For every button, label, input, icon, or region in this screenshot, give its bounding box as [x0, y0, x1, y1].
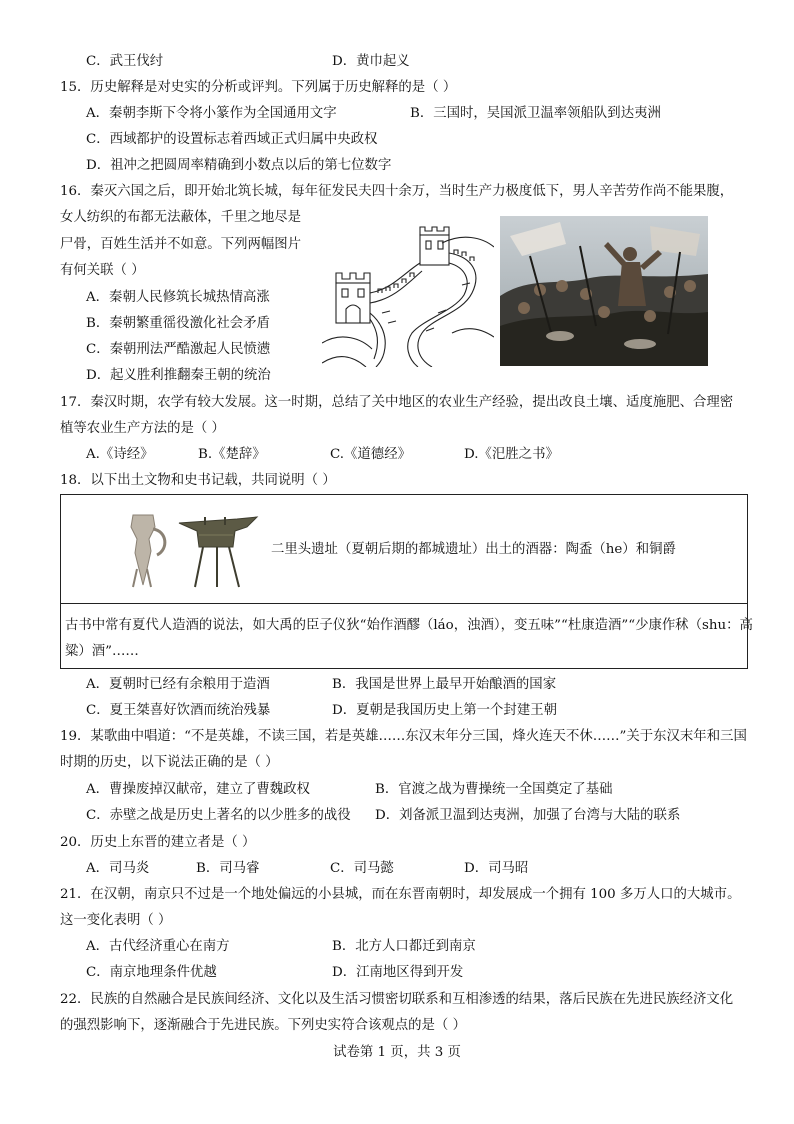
great-wall-image [322, 213, 494, 367]
q18-artifact-caption: 二里头遗址（夏朝后期的都城遗址）出土的酒器：陶盉（he）和铜爵 [271, 542, 676, 557]
q18-option-b: B．我国是世界上最早开始酿酒的国家 [332, 677, 557, 692]
q19-option-b: B．官渡之战为曹操统一全国奠定了基础 [375, 782, 613, 797]
q15-option-d: D．祖冲之把圆周率精确到小数点以后的第七位数字 [86, 158, 392, 173]
q19-option-a: A．曹操废掉汉献帝，建立了曹魏政权 [86, 782, 310, 797]
q16-option-d: D．起义胜利推翻秦王朝的统治 [86, 368, 271, 383]
q15-option-a: A．秦朝李斯下令将小篆作为全国通用文字 [86, 106, 337, 121]
q18-stem: 18．以下出土文物和史书记载，共同说明（ ） [60, 473, 336, 488]
q16-stem-line3: 尸骨，百姓生活并不如意。下列两幅图片 [60, 237, 302, 252]
q16-option-a: A．秦朝人民修筑长城热情高涨 [86, 290, 270, 305]
pottery-he-image [123, 509, 175, 589]
q20-option-a: A．司马炎 [86, 861, 150, 876]
q19-stem-line1: 19．某歌曲中唱道：“不是英雄，不读三国，若是英雄……东汉末年分三国，烽火连天不休……”关于东汉末年和三国 [60, 729, 747, 744]
q14-option-c: C．武王伐纣 [86, 54, 164, 69]
q16-stem-line2: 女人纺织的布都无法蔽体，千里之地尽是 [60, 210, 302, 225]
q20-stem: 20．历史上东晋的建立者是（ ） [60, 835, 256, 850]
q16-stem-line4: 有何关联（ ） [60, 263, 145, 278]
q15-option-b: B．三国时，吴国派卫温率领船队到达夷洲 [410, 106, 661, 121]
peasant-uprising-painting [500, 216, 708, 366]
table-divider [61, 603, 747, 604]
q17-option-b: B.《楚辞》 [198, 447, 266, 462]
q15-stem: 15．历史解释是对史实的分析或评判。下列属于历史解释的是（ ） [60, 80, 457, 95]
q22-stem-line1: 22．民族的自然融合是民族间经济、文化以及生活习惯密切联系和互相渗透的结果，落后民族在先进民族经济文化 [60, 992, 734, 1007]
q16-option-c: C．秦朝刑法严酷激起人民愤懑 [86, 342, 271, 357]
q17-option-d: D.《汜胜之书》 [464, 447, 559, 462]
q18-option-a: A．夏朝时已经有余粮用于造酒 [86, 677, 270, 692]
q20-option-b: B．司马睿 [196, 861, 260, 876]
q21-option-a: A．古代经济重心在南方 [86, 939, 230, 954]
q19-option-d: D．刘备派卫温到达夷洲，加强了台湾与大陆的联系 [375, 808, 681, 823]
q17-stem-line1: 17．秦汉时期，农学有较大发展。这一时期，总结了关中地区的农业生产经验，提出改良土壤、适度施肥、合理密 [60, 395, 734, 410]
q14-option-d: D．黄巾起义 [332, 54, 410, 69]
q21-option-d: D．江南地区得到开发 [332, 965, 464, 980]
page-footer: 试卷第 1 页，共 3 页 [333, 1045, 461, 1060]
q16-option-b: B．秦朝繁重徭役激化社会矛盾 [86, 316, 270, 331]
q17-stem-line2: 植等农业生产方法的是（ ） [60, 421, 225, 436]
q18-source-table [60, 494, 753, 669]
q19-stem-line2: 时期的历史，以下说法正确的是（ ） [60, 755, 279, 770]
q21-stem-line1: 21．在汉朝，南京只不过是一个地处偏远的小县城，而在东晋南朝时，却发展成一个拥有 100 多万人口的大城市。 [60, 887, 741, 902]
q20-option-d: D．司马昭 [464, 861, 529, 876]
bronze-jue-image [177, 513, 259, 589]
q21-option-c: C．南京地理条件优越 [86, 965, 217, 980]
q22-stem-line2: 的强烈影响下，逐渐融合于先进民族。下列史实符合该观点的是（ ） [60, 1018, 466, 1033]
q16-stem-line1: 16．秦灭六国之后，即开始北筑长城，每年征发民夫四十余万，当时生产力极度低下，男人辛苦劳作尚不能果腹， [60, 184, 734, 199]
q17-option-a: A.《诗经》 [86, 447, 154, 462]
q15-option-c: C．西域都护的设置标志着西域正式归属中央政权 [86, 132, 378, 147]
q19-option-c: C．赤壁之战是历史上著名的以少胜多的战役 [86, 808, 351, 823]
q21-stem-line2: 这一变化表明（ ） [60, 913, 172, 928]
q18-quote-line1: 古书中常有夏代人造酒的说法，如大禹的臣子仪狄“始作酒醪（láo，浊酒），变五味”“杜康造酒”“少康作秫（shu：高 [65, 618, 753, 633]
q17-option-c: C.《道德经》 [330, 447, 411, 462]
q21-option-b: B．北方人口都迁到南京 [332, 939, 476, 954]
q18-option-c: C．夏王桀喜好饮酒而统治残暴 [86, 703, 271, 718]
q18-quote-line2: 粱）酒”…… [65, 644, 139, 659]
q18-option-d: D．夏朝是我国历史上第一个封建王朝 [332, 703, 557, 718]
q20-option-c: C．司马懿 [330, 861, 394, 876]
